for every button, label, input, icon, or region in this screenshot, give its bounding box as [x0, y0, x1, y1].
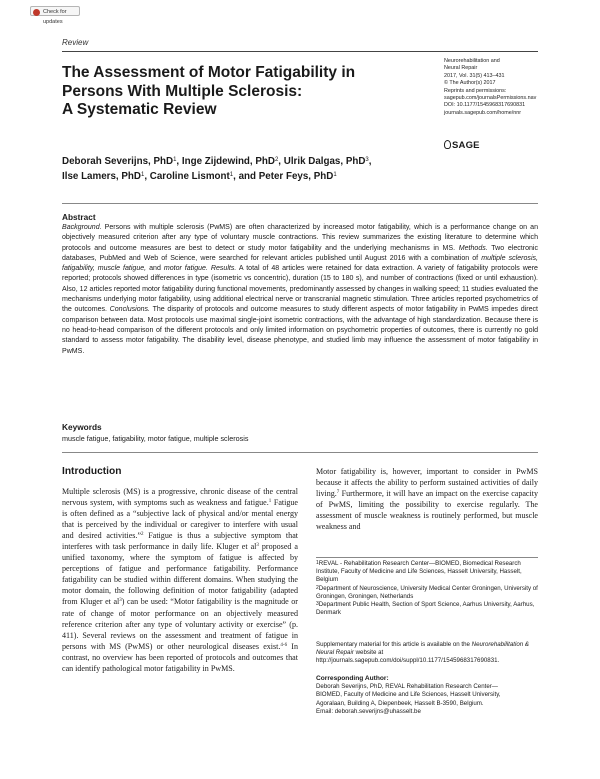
author-affiliation-marker: 1	[140, 172, 145, 178]
publisher-logo: SAGE	[444, 140, 480, 151]
update-icon	[33, 9, 40, 16]
corresponding-author: Corresponding Author: Deborah Severijns, PhD, REVAL Rehabilitation Research Center— BIOMED, Faculty of Medicine and Life Sciences, Hasselt University, Agoralaan, Building A, Diepenbeek, Hasselt B-3590, Belgium. Email: deborah.severijns@uhasselt.be	[316, 675, 538, 716]
author-list: Deborah Severijns, PhD$^1$, Inge Zijdewind, PhD$^2$, Ulrik Dalgas, PhD$^3$, Ilse Lamers, PhD$^1$, Caroline Lismont$^1$, and Peter Feys, PhD$^1$	[62, 156, 372, 182]
reference-marker[interactable]: 1	[268, 499, 272, 505]
reference-marker[interactable]: 7	[336, 490, 340, 496]
journal-info-line: 2017, Vol. 31(5) 413–431	[444, 72, 505, 79]
author-name: Caroline Lismont	[149, 171, 230, 182]
journal-info-line: Reprints and permissions:	[444, 87, 507, 94]
body-column-left: Multiple sclerosis (MS) is a progressive, chronic disease of the central nervous system, with symptoms such as weakness and fatigue.$^1$ Fatigue is often defined as a “subjective lack of physical and/or mental energy that is perceived by the individual or caregiver to interfere with usual and desired activities.”$^2$ Fatigue is thus a subjective symptom that interferes with task performance in daily life. Kluger et $al^3$ proposed a unified taxonomy, where the symptom of fatigue is affected by perceptions of fatigue and performance fatigability. Performance fatigability can be studied within different domains. When studying the motor domain, the following definition of motor fatigability (adapted from Kluger et $al^3$) can be used: “Motor fatigability is the magnitude or rate of change of motor performance on an objectively measured reference criterion after any type of voluntary activity or exercise” (p. 411). Several reviews on the assessment and treatment of fatigue in persons with MS (PwMS) or other neurological diseases exist.$^{4-6}$ In contrast, no overview has been reported of protocols and outcomes that can identify pathological motor fatigability in PwMS.	[62, 487, 298, 673]
author-name: Ilse Lamers, PhD	[62, 171, 141, 182]
author-affiliation-marker: 1	[173, 157, 177, 163]
author-name: Peter Feys, PhD	[258, 171, 334, 182]
title-line: A Systematic Review	[62, 101, 217, 118]
article-title	[62, 64, 382, 120]
journal-info-line: Neural Repair	[444, 65, 478, 72]
reference-marker[interactable]: 3	[256, 543, 259, 549]
journal-home-link[interactable]: journals.sagepub.com/home/nnr	[444, 109, 522, 116]
author-affiliation-marker: 2	[274, 157, 279, 163]
supplementary-note: Supplementary material for this article is available on the Neurorehabilitation & Neural Repair website at http://journals.sagepub.com/doi/suppl/10.1177/1545968317690831.	[316, 641, 529, 665]
abstract-body: Background. Persons with multiple sclerosis (PwMS) are often characterized by increased motor fatigability, which is a performance change on an objectively measured criterion after any type of voluntary muscle contractions. This review summarizes the existing literature to determine which protocols and outcome measures are best to detect or study motor fatigability and the underlying mechanisms in MS. Methods. Two electronic databases, PubMed and Web of Science, were searched for relevant articles published until August 2016 with a combination of multiple sclerosis, fatigability, muscle fatigue, and motor fatigue. Results. A total of 48 articles were retained for data extraction. A variety of fatigability protocols were reported; protocols showed differences in type (isometric vs concentric), duration (15 to 180 s), and number of contractions (fixed or until exhaustion). Also, 12 articles reported motor fatigability during functional movements, predominantly assessed by changes in walking speed; 11 studies evaluated the mechanisms underlying motor fatigability, using additional electrical nerve or transcranial magnetic stimulation. Three articles reported psychometrics of the outcomes. Conclusions. The disparity of protocols and outcome measures to study different aspects of motor fatigability in PwMS impedes direct comparison between data. Most protocols use maximal single-joint isometric contractions, with the advantage of high standardization. Because there is no head-to-head comparison of the different protocols and only limited information on psychometric properties of outcomes, there is currently no gold standard to assess motor fatigability. The disability level, disease phenotype, and studied limb may influence the assessment of motor fatigability in PwMS.	[62, 224, 539, 355]
corresponding-email-link[interactable]: Email: deborah.severijns@uhasselt.be	[316, 707, 421, 715]
abstract-label-background: Background.	[62, 224, 102, 231]
section-label: Review	[62, 38, 89, 47]
reference-marker[interactable]: 2	[141, 532, 144, 538]
keywords-bottom-rule	[62, 452, 538, 453]
abstract-top-rule	[62, 203, 538, 204]
abstract-label-results: Results.	[210, 265, 237, 273]
abstract-heading: Abstract	[62, 212, 96, 222]
journal-info-line: © The Author(s) 2017	[444, 80, 496, 87]
affiliation-item: $^2$Department of Neuroscience, University Medical Center Groningen, University of Groningen, Groningen, Netherlands	[316, 584, 538, 600]
footnote-rule	[316, 557, 538, 558]
author-affiliation-marker: 1	[229, 172, 234, 178]
body-column-right: Motor fatigability is, however, important to consider in PwMS because it affects the ability to perform sustained activities of daily living.$^7$ Furthermore, it will have an impact on the exercise capacity of PwMS, limiting the possibility to exercise regularly. The assessment of muscle weakness is routinely performed, but muscle weakness and	[316, 467, 538, 532]
author-name: Deborah Severijns, PhD	[62, 156, 174, 167]
keywords-heading: Keywords	[62, 422, 102, 432]
affiliations	[316, 560, 538, 617]
doi-link[interactable]: DOI: 10.1177/1545968317690831	[444, 102, 526, 109]
abstract-label-conclusions: Conclusions.	[109, 306, 151, 314]
title-line: Persons With Multiple Sclerosis:	[62, 82, 303, 100]
title-line: The Assessment of Motor Fatigability in	[62, 64, 356, 81]
affiliation-item: $^1$REVAL - Rehabilitation Research Center—BIOMED, Biomedical Research Institute, Faculty of Medicine and Life Sciences, Hasselt University, Hasselt, Belgium	[316, 560, 522, 584]
reference-marker[interactable]: 3	[119, 598, 122, 604]
supplementary-link[interactable]: website at http://journals.sagepub.com/doi/suppl/10.1177/1545968317690831.	[316, 649, 500, 665]
section-heading-introduction: Introduction	[62, 466, 122, 477]
badge-label: Check for updates	[43, 9, 67, 25]
affiliation-item: $^3$Department Public Health, Section of Sport Science, Aarhus University, Aarhus, Denmark	[316, 601, 535, 617]
abstract-label-methods: Methods.	[458, 244, 488, 252]
header-rule	[62, 51, 538, 52]
author-name: Ulrik Dalgas, PhD	[283, 156, 366, 167]
reference-marker[interactable]: 4-6	[280, 642, 288, 648]
author-affiliation-marker: 3	[365, 157, 369, 163]
journal-permissions-link[interactable]: sagepub.com/journalsPermissions.nav	[444, 95, 537, 102]
author-name: Inge Zijdewind, PhD	[181, 156, 275, 167]
journal-info	[444, 58, 554, 117]
journal-info-line: Neurorehabilitation and	[444, 58, 500, 64]
author-affiliation-marker: 1	[333, 172, 337, 178]
keywords-list: muscle fatigue, fatigability, motor fatigue, multiple sclerosis	[62, 434, 249, 443]
sage-logo-icon	[444, 140, 451, 149]
corresponding-author-heading: Corresponding Author:	[316, 675, 389, 682]
check-for-updates-badge[interactable]	[30, 6, 80, 25]
